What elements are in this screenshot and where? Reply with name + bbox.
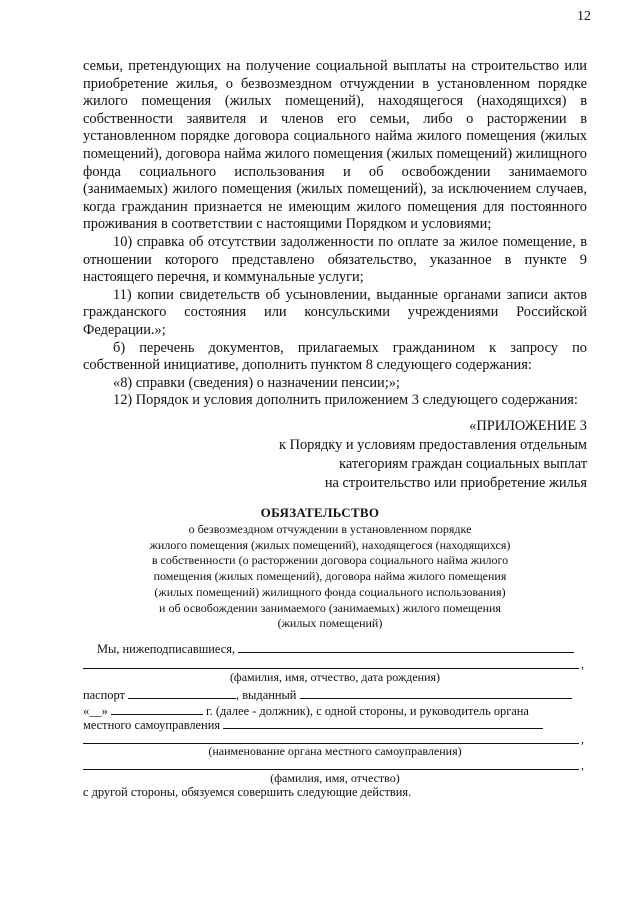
paragraph: 11) копии свидетельств об усыновлении, выданные органами записи актов гражданского состояния или консульскими учреждениями Российской Федерации.»; <box>83 286 587 338</box>
issued-label: , выданный <box>236 688 297 702</box>
appendix-header <box>279 417 587 493</box>
org-caption: (наименование органа местного самоуправления) <box>208 744 462 758</box>
body-text <box>83 58 587 410</box>
paragraph: 12) Порядок и условия дополнить приложением 3 следующего содержания: <box>113 392 578 409</box>
subtitle-line: в собственности (о расторжении договора социального найма жилого <box>151 553 509 568</box>
date-field[interactable] <box>111 702 203 715</box>
signers-row <box>83 640 587 656</box>
subtitle-line: (жилых помещений) жилищного фонда социального использования) <box>154 584 506 599</box>
local-gov-row <box>83 716 587 732</box>
person-field[interactable] <box>83 656 579 669</box>
appendix-line: на строительство или приобретение жилья <box>324 475 587 491</box>
date-day: «__» <box>83 704 108 718</box>
subtitle-line: помещения (жилых помещений), договора найма жилого помещения <box>153 569 507 584</box>
paragraph: 10) справка об отсутствии задолженности по оплате за жилое помещение, в отношении которого представлено обязательство, указанное в пункте 9 настоящего перечня, и коммунальные услуги; <box>83 233 587 286</box>
subtitle-line: (жилых помещений) <box>277 616 383 631</box>
paragraph: «8) справки (сведения) о назначении пенсии;»; <box>113 374 400 391</box>
passport-field[interactable] <box>128 686 236 699</box>
comma: , <box>581 657 584 671</box>
subtitle-line: жилого помещения (жилых помещений), находящегося (находящихся) <box>149 537 511 552</box>
appendix-line: к Порядку и условиям предоставления отдельным <box>278 437 587 453</box>
obligation-subtitle <box>0 522 640 632</box>
subtitle-line: о безвозмездном отчуждении в установленном порядке <box>188 522 472 536</box>
comma: , <box>581 758 584 772</box>
signers-field[interactable] <box>238 640 574 653</box>
obligation-title: ОБЯЗАТЕЛЬСТВО <box>260 505 380 520</box>
passport-label: паспорт <box>83 688 125 702</box>
name-caption: (фамилия, имя, отчество) <box>270 771 400 785</box>
paragraph: семьи, претендующих на получение социальной выплаты на строительство или приобретение жилья, о безвозмездном отчуждении в установленном порядке жилого помещения (жилых помещений), находящегося (находящихся) в собственности заявителя и членов его семьи, либо о расторжении в установленном порядке договора социального найма жилого помещения (жилых помещений), договора найма жилого помещения (жилых помещений) жилищного фонда социального использования и об освобождении занимаемого (занимаемых) жилого помещения (жилых помещений), за исключением случаев, когда гражданин признается не имеющим жилого помещения для постоянного проживания в соответствии с настоящими Порядком и условиями; <box>83 58 587 233</box>
issued-field[interactable] <box>300 686 572 699</box>
person-caption: (фамилия, имя, отчество, дата рождения) <box>229 670 441 684</box>
other-side-text: с другой стороны, обязуемся совершить следующие действия. <box>83 785 412 799</box>
org-field[interactable] <box>83 731 579 744</box>
appendix-line: категориям граждан социальных выплат <box>339 456 587 472</box>
other-side-line <box>83 785 587 801</box>
page-number: 12 <box>577 9 591 24</box>
local-gov-label: местного самоуправления <box>83 718 221 732</box>
passport-row <box>83 686 587 702</box>
signers-label: Мы, нижеподписавшиеся, <box>97 642 236 656</box>
local-gov-field[interactable] <box>223 716 543 729</box>
paragraph: б) перечень документов, прилагаемых гражданином к запросу по собственной инициативе, дополнить пунктом 8 следующего содержания: <box>83 339 587 374</box>
comma: , <box>581 732 584 746</box>
head-name-field[interactable] <box>83 757 579 770</box>
appendix-heading: «ПРИЛОЖЕНИЕ 3 <box>469 418 587 434</box>
date-rest: г. (далее - должник), с одной стороны, и руководитель органа <box>206 704 529 718</box>
subtitle-line: и об освобождении занимаемого (занимаемых) жилого помещения <box>159 600 501 615</box>
